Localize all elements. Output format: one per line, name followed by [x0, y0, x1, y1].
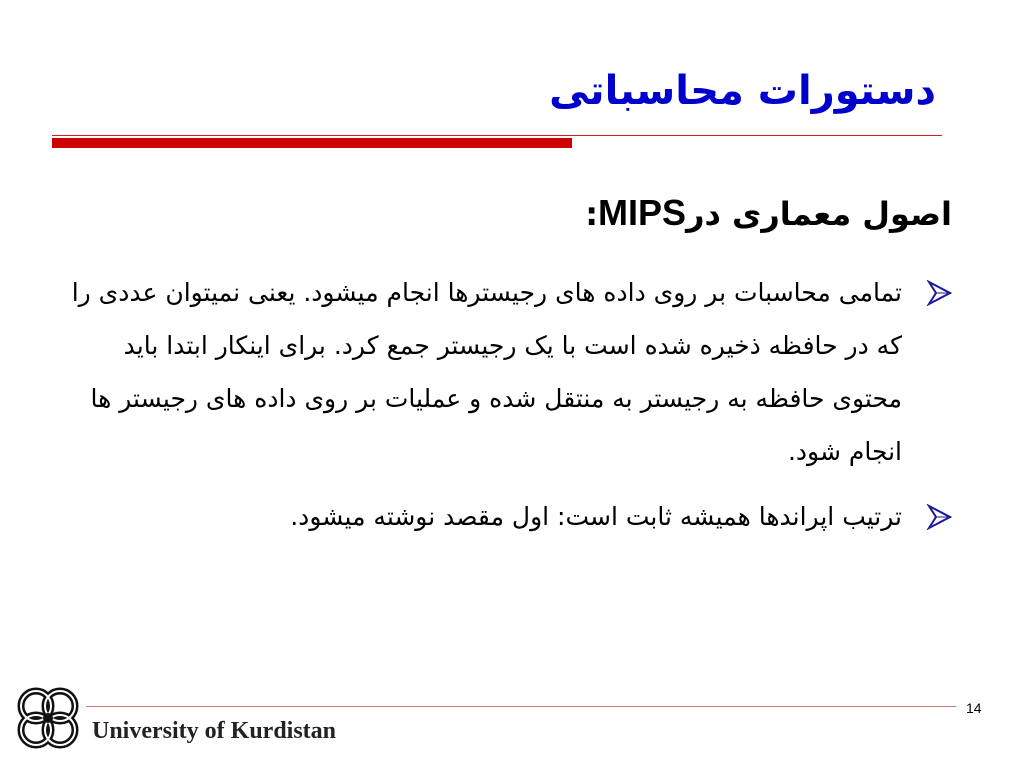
university-logo-icon: [8, 678, 88, 758]
footer-divider-line: [86, 706, 956, 707]
bullet-text: ترتیب اپراندها همیشه ثابت است: اول مقصد نوشته میشود.: [290, 502, 902, 531]
title-divider-line: [52, 135, 942, 136]
section-heading: [585, 192, 952, 234]
bullet-list: [62, 266, 952, 555]
heading-colon: :: [585, 195, 599, 233]
arrow-right-icon: [926, 280, 952, 306]
page-number: 14: [966, 700, 982, 716]
university-name: University of Kurdistan: [92, 718, 337, 744]
bullet-text: تمامی محاسبات بر روی داده های رجیسترها انجام میشود. یعنی نمیتوان عددی را که در حافظه ذخیره شده است با یک رجیستر جمع کرد. برای اینکار ابتدا باید محتوی حافظه به رجیستر به منتقل شده و عملیات بر روی داده های رجیستر ها انجام شود.: [71, 278, 902, 466]
bullet-item: [62, 266, 952, 478]
bullet-item: [62, 490, 952, 543]
title-accent-bar: [52, 138, 572, 148]
heading-mips: MIPS: [598, 192, 687, 233]
heading-text: اصول معماری در: [686, 195, 952, 233]
slide-title: دستورات محاسباتی: [549, 68, 936, 114]
arrow-right-icon: [926, 504, 952, 530]
